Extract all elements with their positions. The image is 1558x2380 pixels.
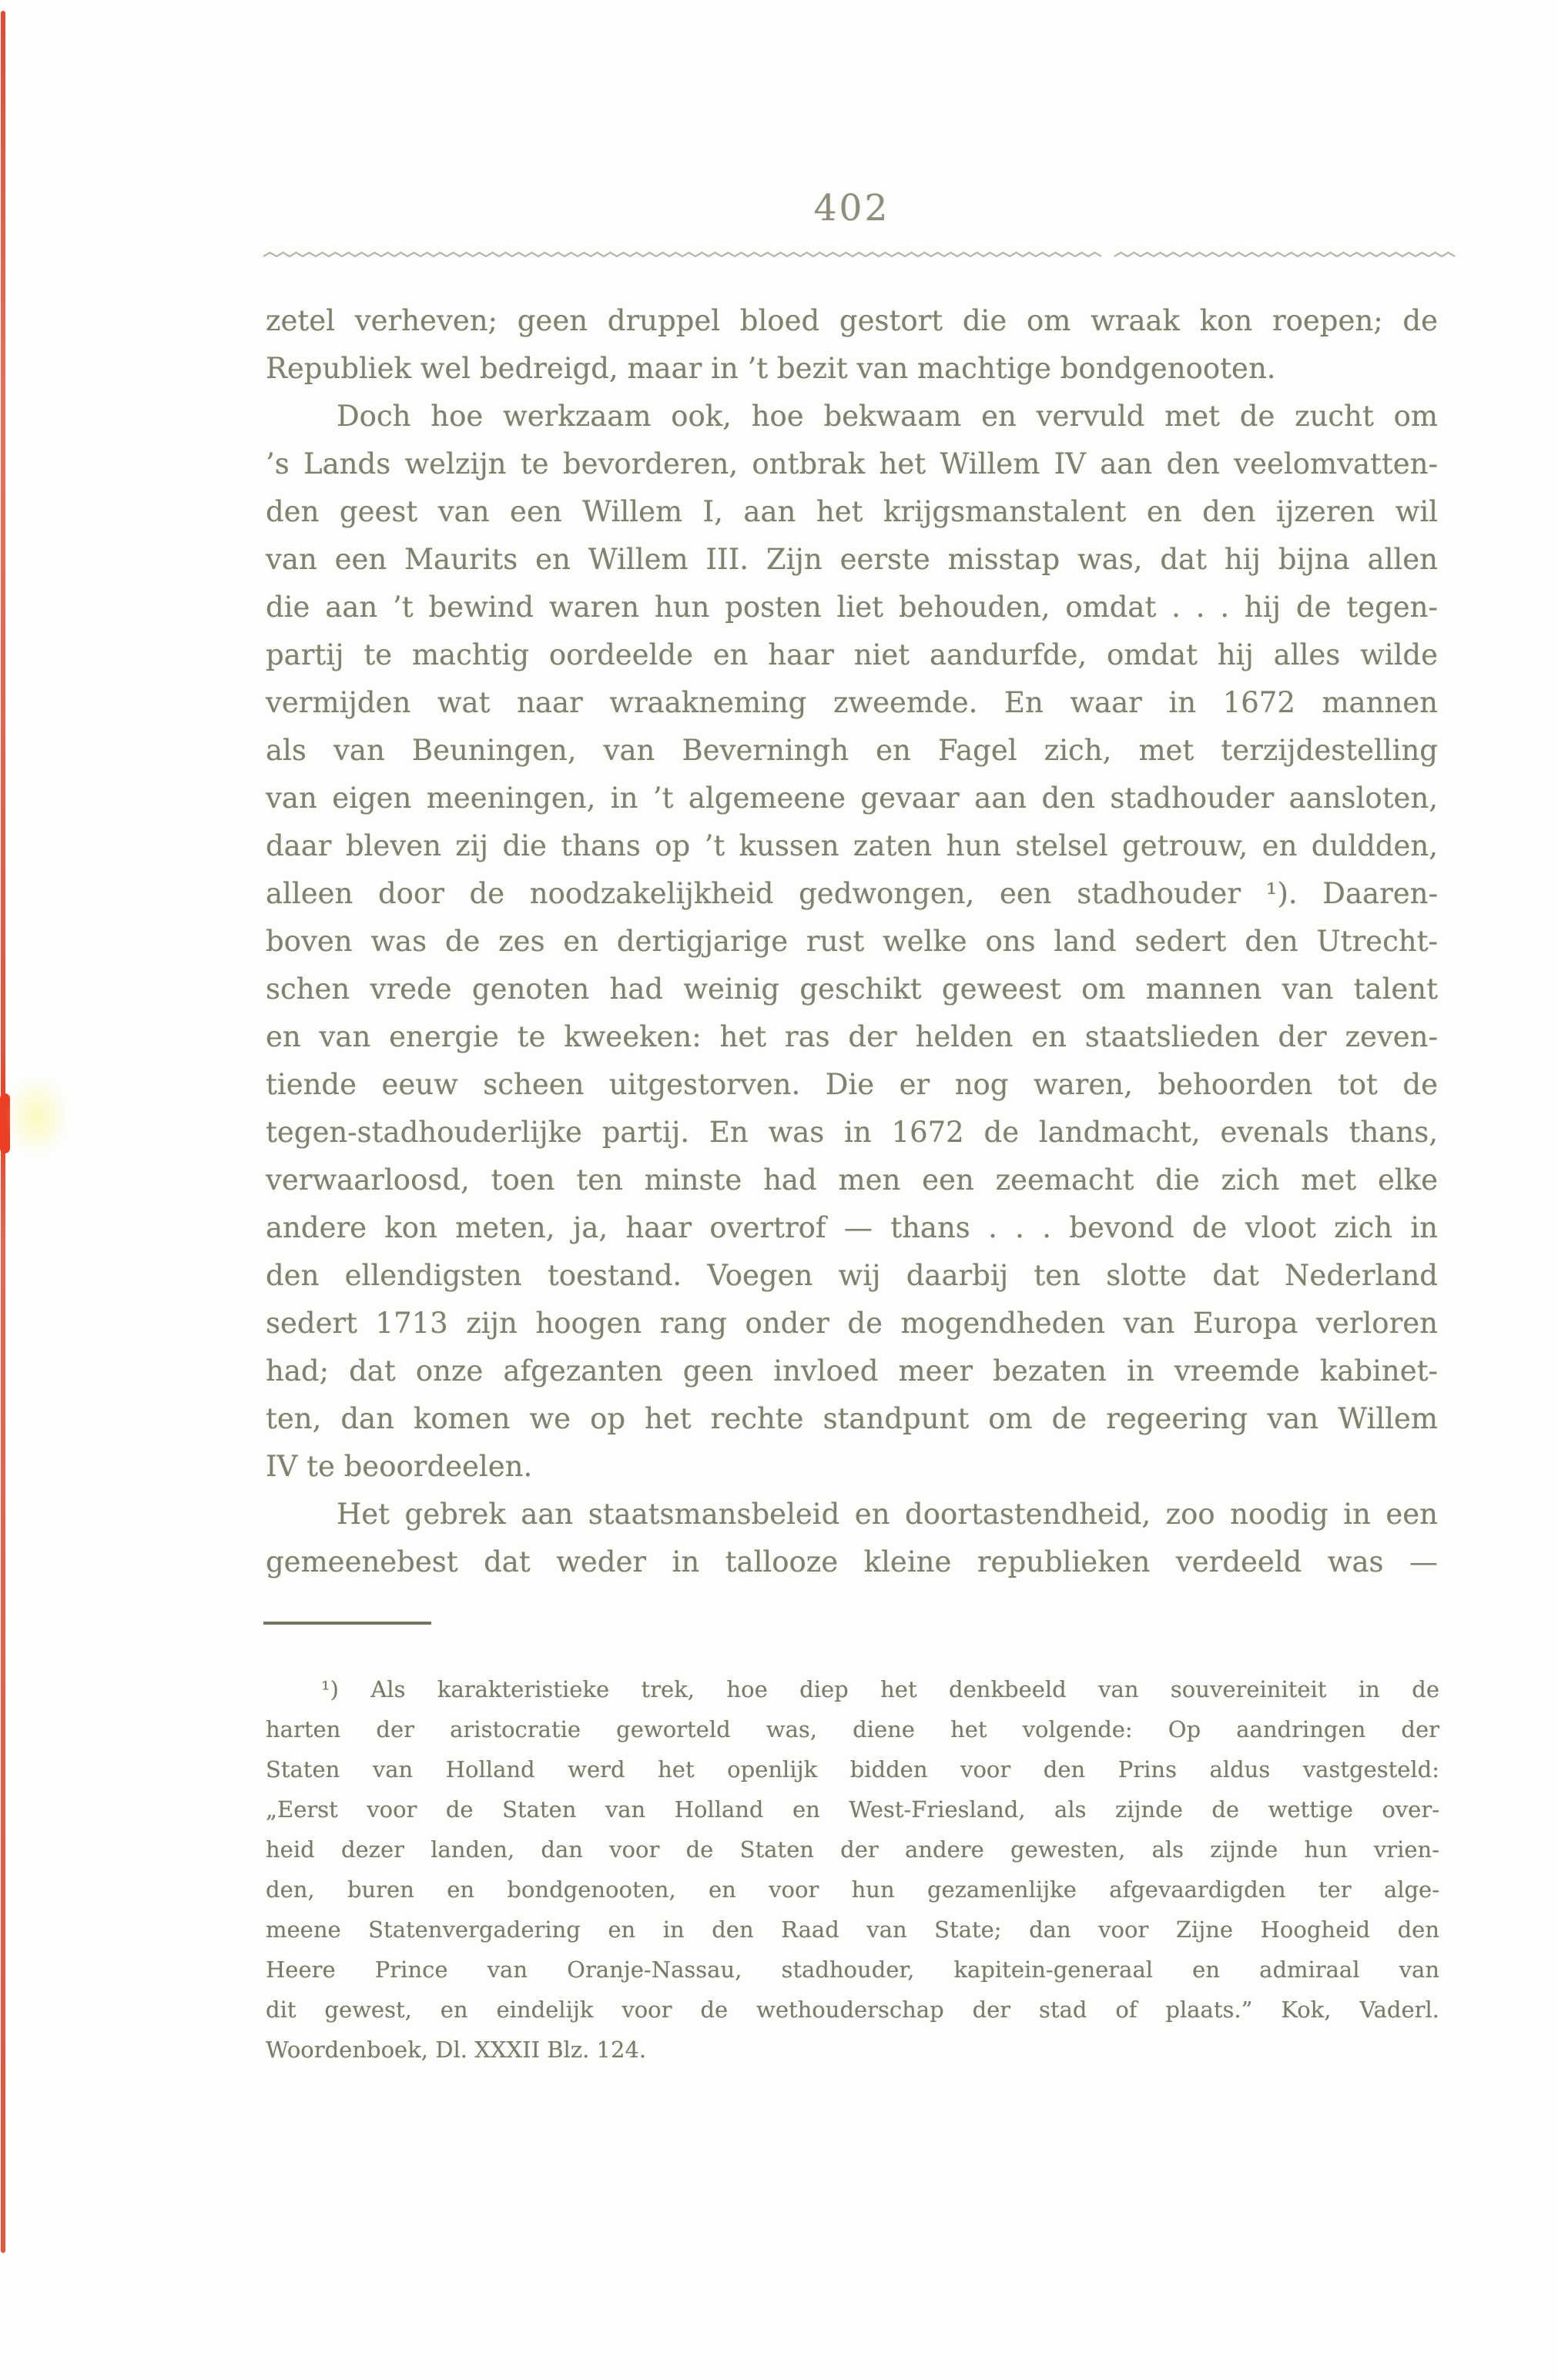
decorative-wavy-rule-right bbox=[1114, 250, 1451, 261]
text-line: meene Statenvergadering en in den Raad van State; dan voor Zijne Hoogheid den bbox=[266, 1916, 1439, 1943]
text-line: vermijden wat naar wraakneming zweemde. En waar in 1672 mannen bbox=[266, 686, 1438, 719]
text-line: den geest van een Willem I, aan het krijgsmanstalent en den ijzeren wil bbox=[266, 495, 1438, 528]
text-line: Republiek wel bedreigd, maar in ’t bezit van machtige bondgenooten. bbox=[266, 352, 1276, 385]
footnote-separator bbox=[263, 1622, 431, 1625]
text-line: alleen door de noodzakelijkheid gedwongen, een stadhouder ¹). Daaren- bbox=[266, 877, 1438, 910]
text-line: die aan ’t bewind waren hun posten liet behouden, omdat . . . hij de tegen- bbox=[266, 591, 1438, 624]
text-line: van eigen meeningen, in ’t algemeene gevaar aan den stadhouder aansloten, bbox=[266, 782, 1438, 815]
text-line: partij te machtig oordeelde en haar niet aandurfde, omdat hij alles wilde bbox=[266, 638, 1438, 671]
text-line: Doch hoe werkzaam ook, hoe bekwaam en vervuld met de zucht om bbox=[337, 400, 1438, 433]
text-line: en van energie te kweeken: het ras der helden en staatslieden der zeven- bbox=[266, 1020, 1438, 1053]
text-line: als van Beuningen, van Beverningh en Fagel zich, met terzijdestelling bbox=[266, 734, 1438, 767]
text-line: heid dezer landen, dan voor de Staten der andere gewesten, als zijnde hun vrien- bbox=[266, 1836, 1439, 1863]
text-line: verwaarloosd, toen ten minste had men een zeemacht die zich met elke bbox=[266, 1163, 1438, 1197]
text-line: tegen-stadhouderlijke partij. En was in 1672 de landmacht, evenals thans, bbox=[266, 1116, 1438, 1149]
text-line: den, buren en bondgenooten, en voor hun gezamenlijke afgevaardigden ter alge- bbox=[266, 1876, 1439, 1903]
text-line: gemeenebest dat weder in tallooze kleine republieken verdeeld was — bbox=[266, 1545, 1438, 1578]
page-number: 402 bbox=[813, 187, 890, 229]
text-line: dit gewest, en eindelijk voor de wethouderschap der stad of plaats.” Kok, Vaderl. bbox=[266, 1997, 1439, 2023]
text-line: Staten van Holland werd het openlijk bidden voor den Prins aldus vastgesteld: bbox=[266, 1756, 1439, 1782]
text-line: „Eerst voor de Staten van Holland en West-Friesland, als zijnde de wettige over- bbox=[266, 1796, 1439, 1823]
text-line: Het gebrek aan staatsmansbeleid en doortastendheid, zoo noodig in een bbox=[337, 1498, 1438, 1531]
text-line: ¹) Als karakteristieke trek, hoe diep het denkbeeld van souvereiniteit in de bbox=[321, 1676, 1439, 1702]
text-line: harten der aristocratie geworteld was, diene het volgende: Op aandringen der bbox=[266, 1716, 1439, 1742]
text-line: van een Maurits en Willem III. Zijn eerste misstap was, dat hij bijna allen bbox=[266, 543, 1438, 576]
decorative-wavy-rule-left bbox=[263, 250, 1094, 261]
text-line: ’s Lands welzijn te bevorderen, ontbrak het Willem IV aan den veelomvatten- bbox=[266, 447, 1438, 480]
text-line: IV te beoordeelen. bbox=[266, 1450, 533, 1483]
text-line: boven was de zes en dertigjarige rust welke ons land sedert den Utrecht- bbox=[266, 925, 1438, 958]
text-line: had; dat onze afgezanten geen invloed meer bezaten in vreemde kabinet- bbox=[266, 1354, 1438, 1387]
body-text bbox=[266, 297, 1438, 1586]
paper-stain bbox=[6, 1078, 68, 1155]
footnote-text bbox=[266, 1669, 1439, 2070]
text-line: Heere Prince van Oranje-Nassau, stadhouder, kapitein-generaal en admiraal van bbox=[266, 1957, 1439, 1983]
text-line: tiende eeuw scheen uitgestorven. Die er nog waren, behoorden tot de bbox=[266, 1068, 1438, 1101]
text-line: Woordenboek, Dl. XXXII Blz. 124. bbox=[266, 2037, 647, 2063]
text-line: ten, dan komen we op het rechte standpunt om de regeering van Willem bbox=[266, 1402, 1438, 1435]
text-line: schen vrede genoten had weinig geschikt geweest om mannen van talent bbox=[266, 972, 1438, 1006]
text-line: den ellendigsten toestand. Voegen wij daarbij ten slotte dat Nederland bbox=[266, 1259, 1438, 1292]
text-line: sedert 1713 zijn hoogen rang onder de mogendheden van Europa verloren bbox=[266, 1307, 1438, 1340]
text-line: daar bleven zij die thans op ’t kussen zaten hun stelsel getrouw, en duldden, bbox=[266, 829, 1438, 862]
text-line: andere kon meten, ja, haar overtrof — thans . . . bevond de vloot zich in bbox=[266, 1211, 1438, 1244]
text-line: zetel verheven; geen druppel bloed gestort die om wraak kon roepen; de bbox=[266, 304, 1438, 337]
